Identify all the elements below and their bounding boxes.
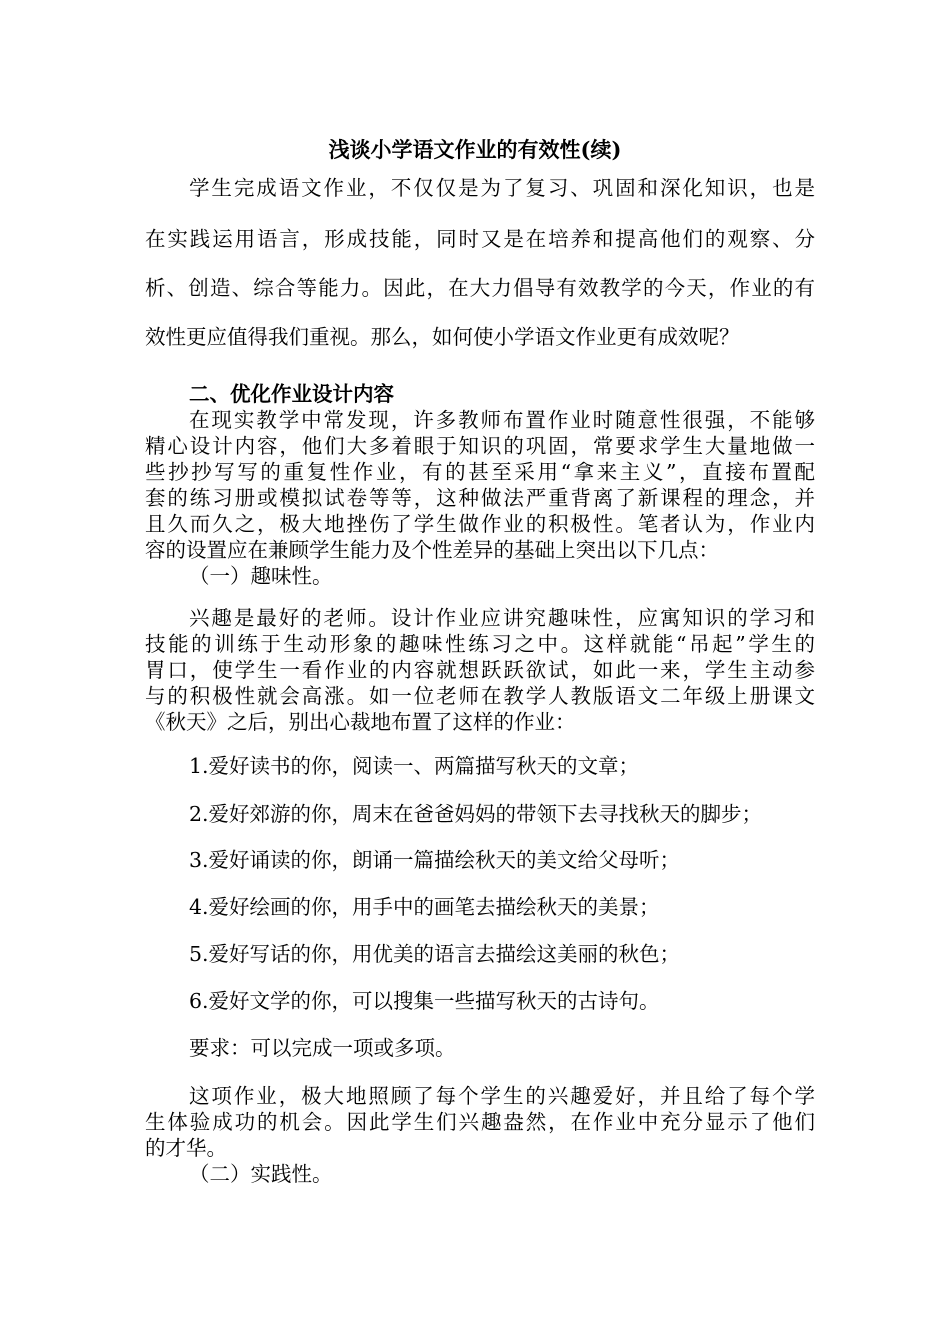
list-item-6: 6.爱好文学的你，可以搜集一些描写秋天的古诗句。 — [189, 989, 660, 1013]
requirement-text: 要求：可以完成一项或多项。 — [189, 1036, 456, 1060]
conclusion-line-2: 生体验成功的机会。因此学生们兴趣盎然，在作业中充分显示了他们 — [145, 1110, 815, 1134]
interest-line-1: 兴趣是最好的老师。设计作业应讲究趣味性，应寓知识的学习和 — [189, 606, 815, 630]
intro-line-1: 学生完成语文作业，不仅仅是为了复习、巩固和深化知识，也是 — [189, 176, 815, 200]
section-line-2: 精心设计内容，他们大多着眼于知识的巩固，常要求学生大量地做一 — [145, 434, 815, 458]
section-line-4: 套的练习册或模拟试卷等等，这种做法严重背离了新课程的理念，并 — [145, 486, 815, 510]
list-item-3: 3.爱好诵读的你，朗诵一篇描绘秋天的美文给父母听； — [189, 848, 681, 872]
intro-line-4: 效性更应值得我们重视。那么，如何使小学语文作业更有成效呢？ — [145, 325, 740, 349]
list-item-4: 4.爱好绘画的你，用手中的画笔去描绘秋天的美景； — [189, 895, 660, 919]
conclusion-line-3: 的才华。 — [145, 1136, 227, 1160]
subheading-practice: （二）实践性。 — [189, 1162, 333, 1186]
interest-line-2: 技能的训练于生动形象的趣味性练习之中。这样就能“吊起”学生的 — [145, 632, 815, 656]
subheading-interest: （一）趣味性。 — [189, 564, 333, 588]
list-item-5: 5.爱好写话的你，用优美的语言去描绘这美丽的秋色； — [189, 942, 681, 966]
interest-line-4: 与的积极性就会高涨。如一位老师在教学人教版语文二年级上册课文 — [145, 684, 815, 708]
section-heading: 二、优化作业设计内容 — [189, 382, 394, 406]
intro-line-3: 析、创造、综合等能力。因此，在大力倡导有效教学的今天，作业的有 — [145, 276, 815, 300]
section-line-6: 容的设置应在兼顾学生能力及个性差异的基础上突出以下几点： — [145, 538, 719, 562]
section-line-5: 且久而久之，极大地挫伤了学生做作业的积极性。笔者认为，作业内 — [145, 512, 815, 536]
document-title: 浅谈小学语文作业的有效性(续) — [328, 137, 622, 162]
list-item-2: 2.爱好郊游的你，周末在爸爸妈妈的带领下去寻找秋天的脚步； — [189, 802, 763, 826]
intro-line-2: 在实践运用语言，形成技能，同时又是在培养和提高他们的观察、分 — [145, 227, 815, 251]
interest-line-3: 胃口，使学生一看作业的内容就想跃跃欲试，如此一来，学生主动参 — [145, 658, 815, 682]
interest-line-5: 《秋天》之后，别出心裁地布置了这样的作业： — [145, 710, 576, 734]
section-line-3: 些抄抄写写的重复性作业，有的甚至采用“拿来主义”，直接布置配 — [145, 460, 815, 484]
section-line-1: 在现实教学中常发现，许多教师布置作业时随意性很强，不能够 — [189, 408, 815, 432]
conclusion-line-1: 这项作业，极大地照顾了每个学生的兴趣爱好，并且给了每个学 — [189, 1084, 815, 1108]
list-item-1: 1.爱好读书的你，阅读一、两篇描写秋天的文章； — [189, 754, 640, 778]
